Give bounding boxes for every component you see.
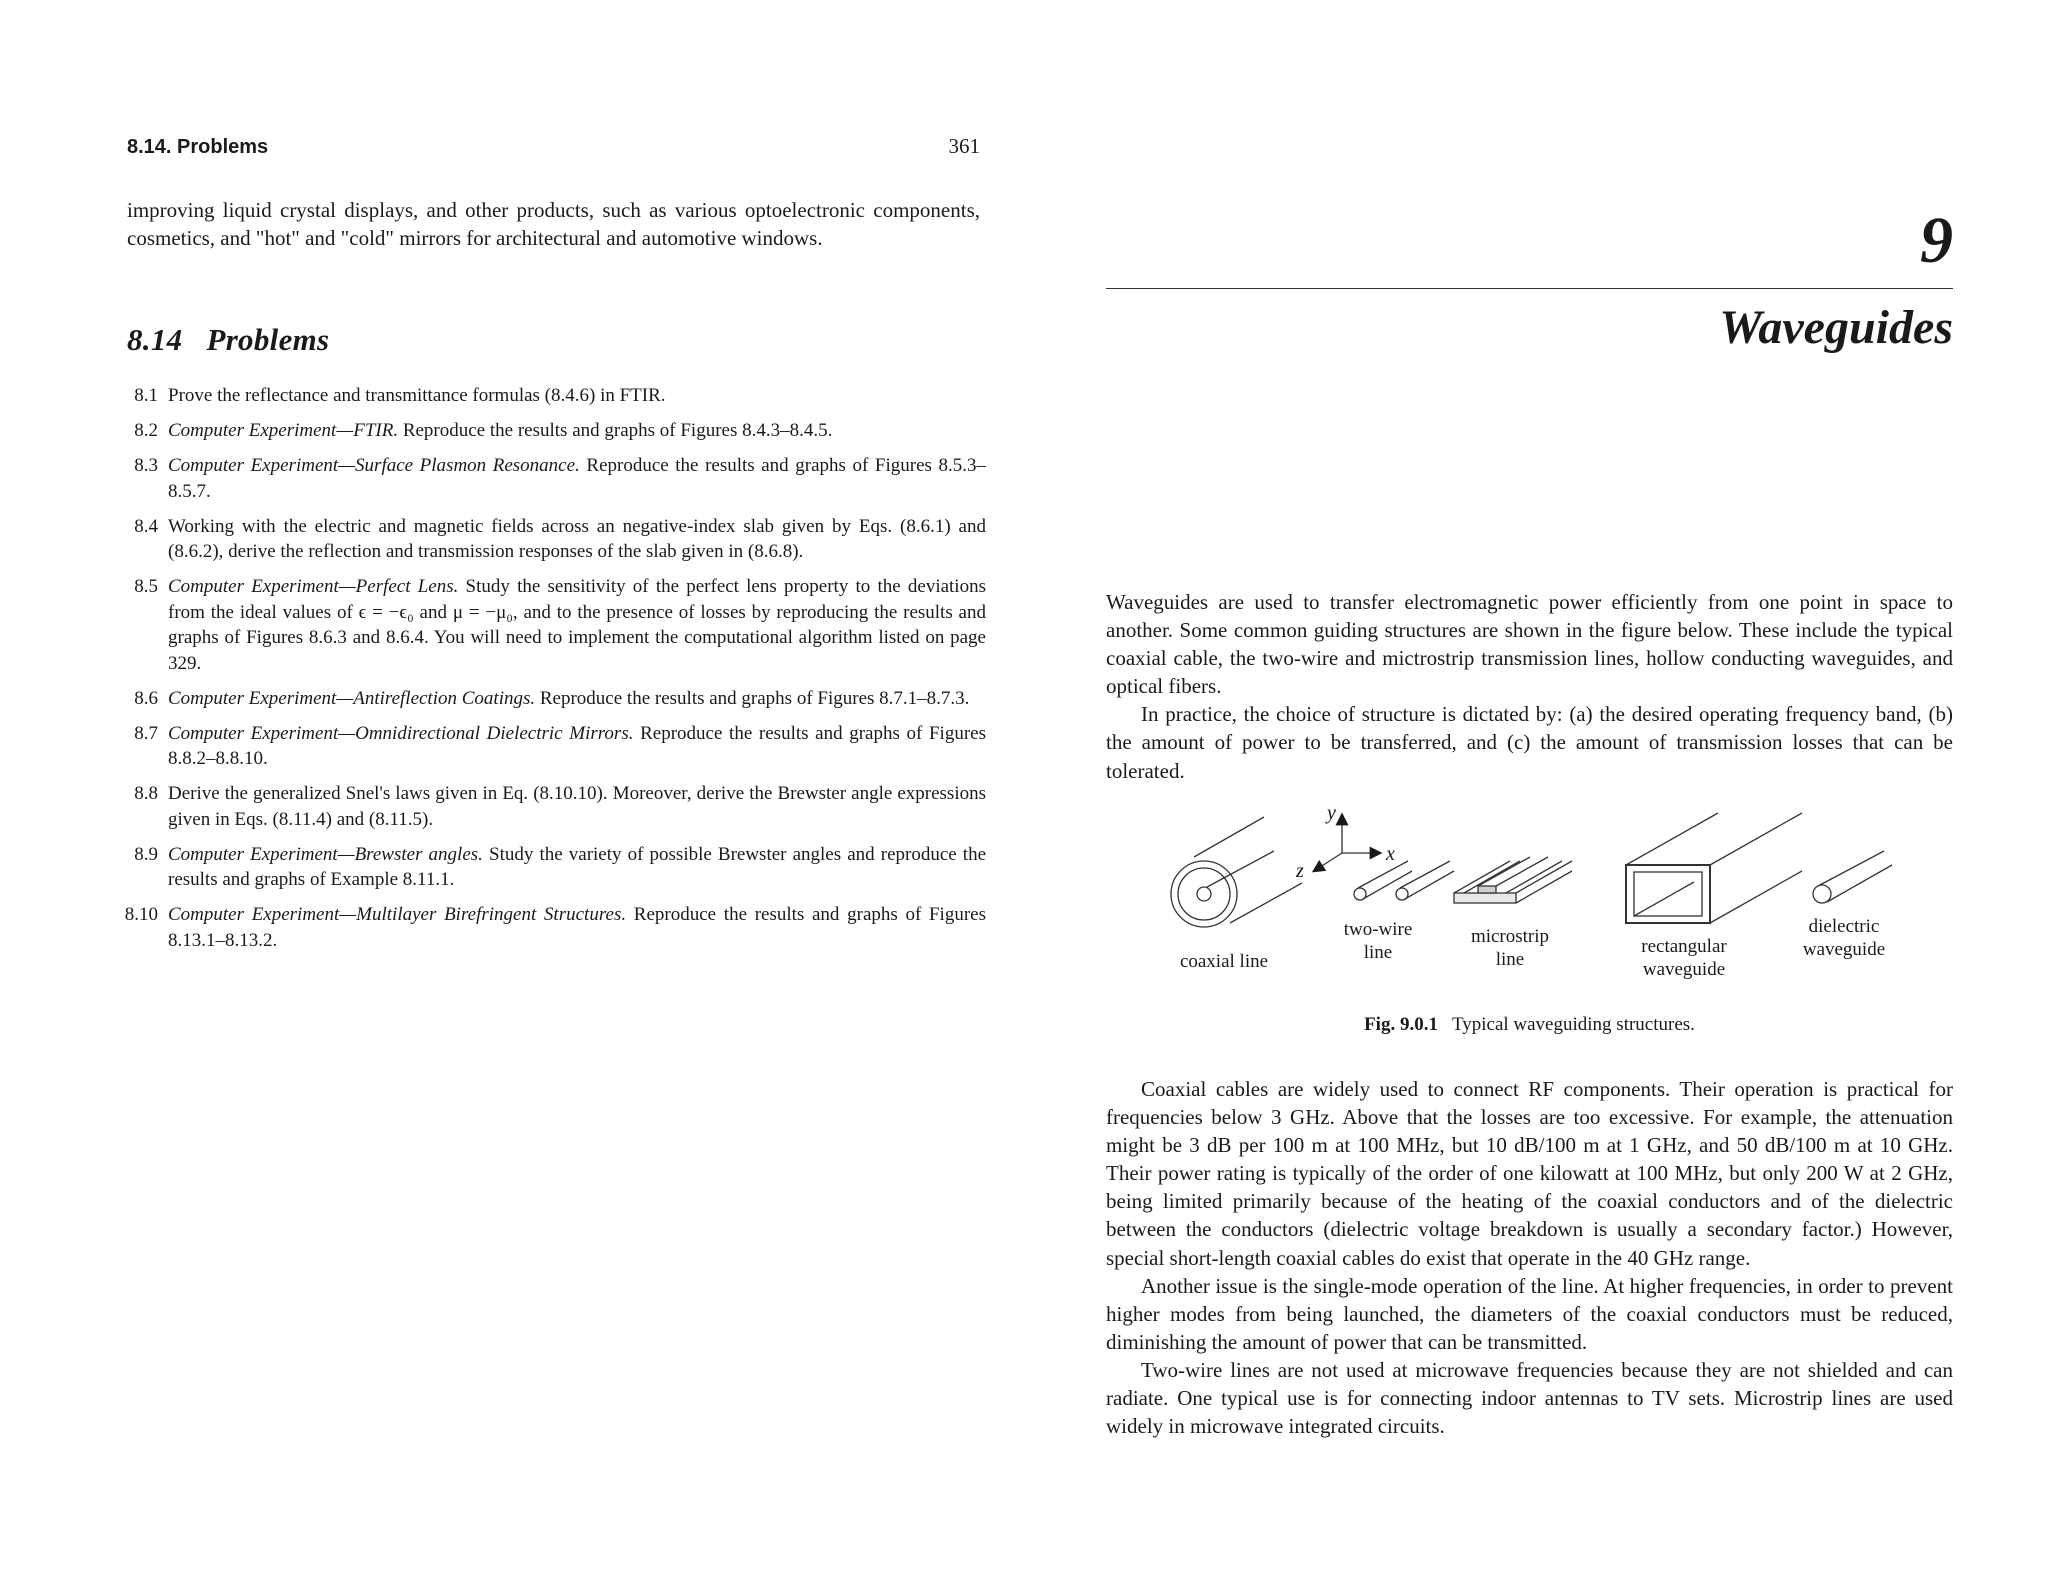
paragraph: Waveguides are used to transfer electromagnetic power efficiently from one point in space to another. Some common guiding structures are shown in the figure below. These include the typical coaxial cable, the two-wire and mictrostrip transmission lines, hollow conducting waveguides, and optical fibers. bbox=[1106, 590, 1953, 699]
label-coaxial-line: coaxial line bbox=[1179, 951, 1269, 972]
chapter-title: Waveguides bbox=[1719, 301, 1953, 354]
two-wire-line-icon bbox=[1354, 861, 1454, 900]
problem-text bbox=[168, 383, 986, 409]
problem-number: 8.5 bbox=[134, 576, 158, 597]
problem-number: 8.7 bbox=[134, 722, 158, 744]
problem-number: 8.10 bbox=[124, 904, 158, 925]
problem-number: 8.1 bbox=[134, 385, 158, 406]
problem-description: Derive the generalized Snel's laws given in Eq. (8.10.10). Moreover, derive the Brewster angle expressions given in Eqs. (8.11.4) and (8.11.5). bbox=[168, 783, 986, 830]
label-rectangular: rectangular bbox=[1641, 936, 1727, 957]
problem-description: Reproduce the results and graphs of Figures 8.4.3–8.4.5. bbox=[398, 420, 833, 441]
running-head-title: 8.14. Problems bbox=[127, 136, 269, 158]
label-two-wire-line: line bbox=[1363, 942, 1393, 963]
problem-title: Computer Experiment—Perfect Lens. bbox=[168, 576, 459, 597]
problem-text bbox=[168, 514, 986, 565]
section-heading bbox=[127, 322, 329, 358]
problem-text bbox=[168, 721, 986, 772]
problem-item bbox=[116, 514, 986, 565]
intro-text-block bbox=[1106, 588, 1953, 785]
axes-icon bbox=[1314, 815, 1380, 871]
problem-description: Study the sensitivity of the perfect lens property to the deviations from the ideal values of ϵ = −ϵ₀ and μ = −μ₀, and to the presence of losses by reproducing the results and graphs of Figures 8.6.3 and 8.6.4. You will need to implement the computational algorithm listed on page 329. bbox=[168, 576, 986, 674]
problem-title: Computer Experiment—Antireflection Coatings. bbox=[168, 687, 536, 709]
axis-label-z: z bbox=[1296, 860, 1304, 882]
figure-caption-text: Typical waveguiding structures. bbox=[1451, 1014, 1695, 1035]
problem-text bbox=[168, 842, 986, 893]
paragraph: Two-wire lines are not used at microwave frequencies because they are not shielded and can radiate. One typical use is for connecting indoor antennas to TV sets. Microstrip lines are used widely in microwave integrated circuits. bbox=[1106, 1357, 1953, 1439]
problem-item bbox=[116, 383, 986, 409]
section-number: 8.14 bbox=[127, 322, 183, 357]
page-number: 361 bbox=[948, 134, 980, 158]
problem-title: Computer Experiment—Omnidirectional Dielectric Mirrors. bbox=[168, 722, 634, 744]
chapter-rule bbox=[1106, 288, 1953, 289]
coaxial-line-icon bbox=[1171, 817, 1302, 927]
problem-item bbox=[116, 453, 986, 504]
problem-description: Reproduce the results and graphs of Figures 8.8.2–8.8.10. bbox=[168, 722, 986, 769]
label-dielectric: dielectric bbox=[1808, 916, 1880, 937]
problem-description: Reproduce the results and graphs of Figures 8.5.3–8.5.7. bbox=[168, 455, 986, 502]
problem-number: 8.6 bbox=[134, 687, 158, 709]
problem-text bbox=[168, 574, 986, 676]
problem-title: Computer Experiment—Multilayer Birefringent Structures. bbox=[168, 904, 627, 925]
paragraph: In practice, the choice of structure is dictated by: (a) the desired operating frequency band, (b) the amount of power to be transferred, and (c) the amount of transmission losses that can be tolerated. bbox=[1106, 702, 1953, 783]
microstrip-line-icon bbox=[1454, 857, 1572, 903]
axis-label-y: y bbox=[1327, 802, 1336, 824]
problem-list bbox=[116, 383, 986, 963]
problem-number: 8.9 bbox=[134, 843, 158, 865]
paragraph: Another issue is the single-mode operation of the line. At higher frequencies, in order to prevent higher modes from being launched, the diameters of the coaxial conductors must be reduced, diminishing the amount of power that can be transmitted. bbox=[1106, 1273, 1953, 1354]
label-rectangular-waveguide: waveguide bbox=[1642, 959, 1726, 980]
intro-paragraph: improving liquid crystal displays, and other products, such as various optoelectronic components, cosmetics, and "hot" and "cold" mirrors for architectural and automotive windows. bbox=[127, 198, 980, 250]
problem-text bbox=[168, 686, 986, 712]
rectangular-waveguide-icon bbox=[1626, 813, 1802, 923]
label-two-wire: two-wire bbox=[1343, 919, 1413, 940]
problem-item bbox=[116, 721, 986, 772]
problem-number: 8.2 bbox=[134, 420, 158, 441]
problem-item bbox=[116, 842, 986, 893]
problem-item bbox=[116, 902, 986, 953]
problem-title: Computer Experiment—Surface Plasmon Resonance. bbox=[168, 455, 580, 476]
problem-title: Computer Experiment—FTIR. bbox=[168, 420, 399, 441]
waveguide-structures-diagram bbox=[1134, 795, 1924, 995]
problem-text bbox=[168, 902, 986, 953]
problem-item bbox=[116, 781, 986, 832]
label-dielectric-waveguide: waveguide bbox=[1802, 939, 1886, 960]
problem-description: Prove the reflectance and transmittance formulas (8.4.6) in FTIR. bbox=[168, 385, 666, 406]
problem-description: Reproduce the results and graphs of Figures 8.7.1–8.7.3. bbox=[535, 687, 970, 709]
problem-text bbox=[168, 781, 986, 832]
label-microstrip: microstrip bbox=[1470, 926, 1550, 947]
dielectric-waveguide-icon bbox=[1813, 851, 1892, 903]
problem-description: Reproduce the results and graphs of Figures 8.13.1–8.13.2. bbox=[168, 904, 986, 951]
figure-number: Fig. 9.0.1 bbox=[1364, 1014, 1438, 1035]
problem-description: Study the variety of possible Brewster angles and reproduce the results and graphs of Example 8.11.1. bbox=[168, 843, 986, 890]
problem-title: Computer Experiment—Brewster angles. bbox=[168, 843, 483, 865]
paragraph: Coaxial cables are widely used to connect RF components. Their operation is practical for frequencies below 3 GHz. Above that the losses are too excessive. For example, the attenuation might be 3 dB per 100 m at 100 MHz, but 10 dB/100 m at 1 GHz, and 50 dB/100 m at 10 GHz. Their power rating is typically of the order of one kilowatt at 100 MHz, but only 200 W at 2 GHz, being limited primarily because of the heating of the coaxial conductors and of the dielectric between the conductors (dielectric voltage breakdown is usually a secondary factor.) However, special short-length coaxial cables do exist that operate in the 40 GHz range. bbox=[1106, 1077, 1953, 1270]
figure-caption bbox=[1106, 1014, 1953, 1036]
chapter-number: 9 bbox=[1920, 204, 1953, 277]
problem-text bbox=[168, 453, 986, 504]
problem-item bbox=[116, 686, 986, 712]
running-head bbox=[127, 134, 980, 159]
problem-text bbox=[168, 418, 986, 444]
problem-description: Working with the electric and magnetic fields across an negative-index slab given by Eqs. (8.6.1) and (8.6.2), derive the reflection and transmission responses of the slab given in (8.6.8). bbox=[168, 515, 986, 562]
problem-number: 8.8 bbox=[134, 783, 158, 804]
axis-label-x: x bbox=[1386, 843, 1395, 865]
section-title: Problems bbox=[206, 322, 330, 357]
problem-number: 8.4 bbox=[134, 515, 158, 537]
problem-item bbox=[116, 574, 986, 676]
main-text-block bbox=[1106, 1075, 1953, 1440]
problem-item bbox=[116, 418, 986, 444]
label-microstrip-line: line bbox=[1495, 949, 1525, 970]
problem-number: 8.3 bbox=[134, 455, 158, 476]
right-page bbox=[1024, 0, 2048, 1582]
